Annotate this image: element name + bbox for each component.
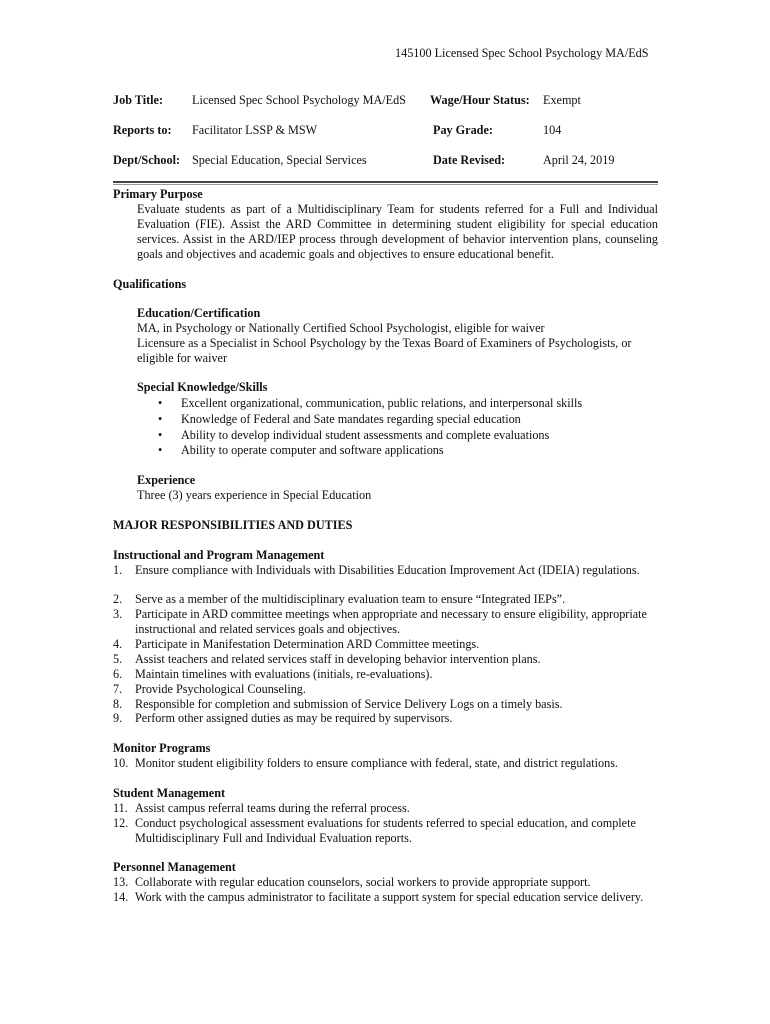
education-heading: Education/Certification	[137, 306, 261, 320]
skill-item: • Ability to develop individual student assessments and complete evaluations	[158, 428, 550, 442]
reports-to-label: Reports to:	[113, 123, 172, 137]
duty-item: 9. Perform other assigned duties as may be required by supervisors.	[113, 711, 453, 725]
section-title: Instructional and Program Management	[113, 548, 325, 562]
duty-item: 6. Maintain timelines with evaluations (initials, re-evaluations).	[113, 667, 433, 681]
experience-heading: Experience	[137, 473, 196, 487]
qualifications-heading: Qualifications	[113, 277, 187, 291]
skill-item: • Knowledge of Federal and Sate mandates regarding special education	[158, 412, 521, 426]
header-rule-thin	[113, 184, 658, 185]
job-title-label: Job Title:	[113, 93, 163, 107]
experience-text: Three (3) years experience in Special Education	[137, 488, 372, 502]
document-code: 145100 Licensed Spec School Psychology MA/EdS	[395, 46, 649, 60]
duty-item: 14. Work with the campus administrator to facilitate a support system for special education service delivery.	[113, 890, 644, 904]
duty-item: 11. Assist campus referral teams during the referral process.	[113, 801, 410, 815]
bullet-icon: •	[158, 412, 163, 426]
duties-heading: MAJOR RESPONSIBILITIES AND DUTIES	[113, 518, 353, 532]
date-revised-label: Date Revised:	[433, 153, 506, 167]
education-line-2: Licensure as a Specialist in School Psychology by the Texas Board of Examiners of Psychologists, or eligible for waiver	[137, 336, 632, 365]
section-title: Personnel Management	[113, 860, 236, 874]
duty-item: 1. Ensure compliance with Individuals with Disabilities Education Improvement Act (IDEIA) regulations.	[113, 563, 640, 577]
skill-item: • Excellent organizational, communication, public relations, and interpersonal skills	[158, 396, 583, 410]
primary-purpose-text: Evaluate students as part of a Multidisciplinary Team for students referred for a Full and Individual Evaluation (FIE). Assist the ARD Committee in determining student eligibility for special education services. Assist in the ARD/IEP process through development of behavior intervention plans, counseling goals and objectives and academic goals and objectives to ensure educational benefit.	[137, 202, 658, 261]
bullet-icon: •	[158, 428, 163, 442]
duty-item: 5. Assist teachers and related services staff in developing behavior intervention plans.	[113, 652, 541, 666]
duty-item: 13. Collaborate with regular education counselors, social workers to provide appropriate support.	[113, 875, 591, 889]
duty-item: 8. Responsible for completion and submission of Service Delivery Logs on a timely basis.	[113, 697, 563, 711]
bullet-icon: •	[158, 396, 163, 410]
duty-item: 10. Monitor student eligibility folders to ensure compliance with federal, state, and district regulations.	[113, 756, 618, 770]
duty-item: 12. Conduct psychological assessment evaluations for students referred to special education, and complete Multidisciplinary Full and Individual Evaluation reports.	[113, 816, 636, 845]
pay-grade-label: Pay Grade:	[433, 123, 493, 137]
header-rule-thick	[113, 181, 658, 183]
wage-status-value: Exempt	[543, 93, 581, 107]
dept-school-value: Special Education, Special Services	[192, 153, 367, 167]
section-title: Student Management	[113, 786, 226, 800]
skills-heading: Special Knowledge/Skills	[137, 380, 268, 394]
duty-item: 7. Provide Psychological Counseling.	[113, 682, 306, 696]
skill-item: • Ability to operate computer and software applications	[158, 443, 444, 457]
bullet-icon: •	[158, 443, 163, 457]
education-line-1: MA, in Psychology or Nationally Certified School Psychologist, eligible for waiver	[137, 321, 545, 335]
pay-grade-value: 104	[543, 123, 562, 137]
reports-to-value: Facilitator LSSP & MSW	[192, 123, 318, 137]
job-title-value: Licensed Spec School Psychology MA/EdS	[192, 93, 406, 107]
section-title: Monitor Programs	[113, 741, 211, 755]
duty-item: 3. Participate in ARD committee meetings when appropriate and necessary to ensure eligibility, appropriate instructional and related services goals and objectives.	[113, 607, 647, 636]
duty-item: 4. Participate in Manifestation Determination ARD Committee meetings.	[113, 637, 480, 651]
duty-item: 2. Serve as a member of the multidisciplinary evaluation team to ensure “Integrated IEPs”.	[113, 592, 566, 606]
wage-status-label: Wage/Hour Status:	[430, 93, 530, 107]
primary-purpose-heading: Primary Purpose	[113, 187, 203, 201]
dept-school-label: Dept/School:	[113, 153, 181, 167]
date-revised-value: April 24, 2019	[543, 153, 615, 167]
